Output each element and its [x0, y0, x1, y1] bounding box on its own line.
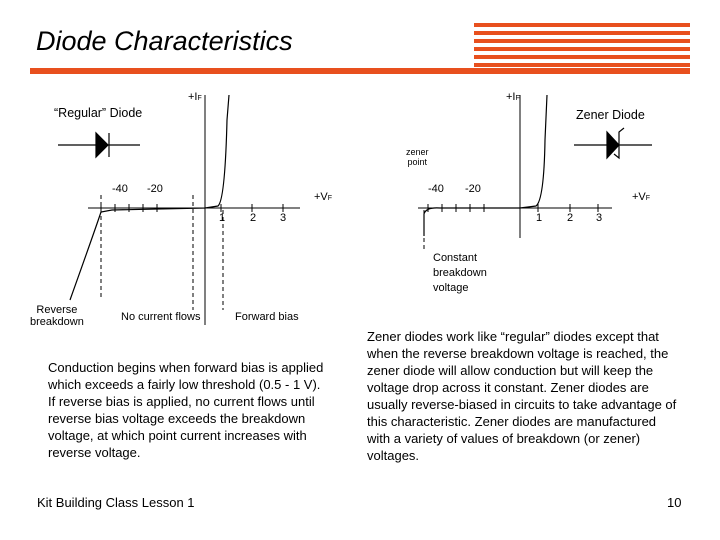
zener-iv-curve	[424, 95, 547, 236]
zener-tick-1: 1	[536, 212, 543, 224]
regular-tick-2: 2	[250, 212, 257, 224]
regular-diode-label: “Regular” Diode	[54, 106, 143, 120]
no-current-label: No current flows	[121, 311, 201, 323]
zener-description: Zener diodes work like “regular” diodes except that when the reverse breakdown voltage is reached, the zener diode will allow conduction but will keep the voltage drop across it constant. Zener diodes are usually reverse-biased in circuits to take advantage of this characteristic. Zener diodes are manufactured with a variety of values of breakdown (or zener) voltages.	[367, 329, 677, 463]
regular-diode-symbol	[58, 133, 140, 157]
footer-course: Kit Building Class Lesson 1	[37, 495, 195, 510]
zener-y-axis-label: +IF	[506, 91, 520, 103]
regular-tick-3: 3	[280, 212, 287, 224]
regular-tick-neg40: -40	[112, 183, 128, 195]
zener-x-axis-label: +VF	[632, 191, 651, 203]
regular-y-axis-label: +IF	[188, 91, 202, 103]
regular-description: Conduction begins when forward bias is applied which exceeds a fairly low threshold (0.5 - 1 V). If reverse bias is applied, no current flows until reverse bias voltage exceeds the breakdown voltage, at which point current increases with reverse voltage.	[48, 360, 324, 460]
page-number: 10	[667, 495, 682, 510]
regular-tick-1: 1	[219, 212, 226, 224]
zener-diode-label: Zener Diode	[576, 108, 645, 122]
forward-bias-label: Forward bias	[235, 311, 299, 323]
constant-breakdown-label: Constant breakdown voltage	[433, 252, 487, 294]
zener-diode-symbol	[574, 128, 652, 158]
zener-tick-2: 2	[567, 212, 574, 224]
reverse-breakdown-label: Reverse breakdown	[30, 304, 84, 328]
zener-tick-neg20: -20	[465, 183, 481, 195]
slide-title: Diode Characteristics	[36, 26, 293, 56]
regular-tick-neg20: -20	[147, 183, 163, 195]
zener-tick-3: 3	[596, 212, 603, 224]
regular-x-axis-label: +VF	[314, 191, 333, 203]
zener-tick-neg40: -40	[428, 183, 444, 195]
zener-point-label: zener point	[406, 147, 429, 167]
